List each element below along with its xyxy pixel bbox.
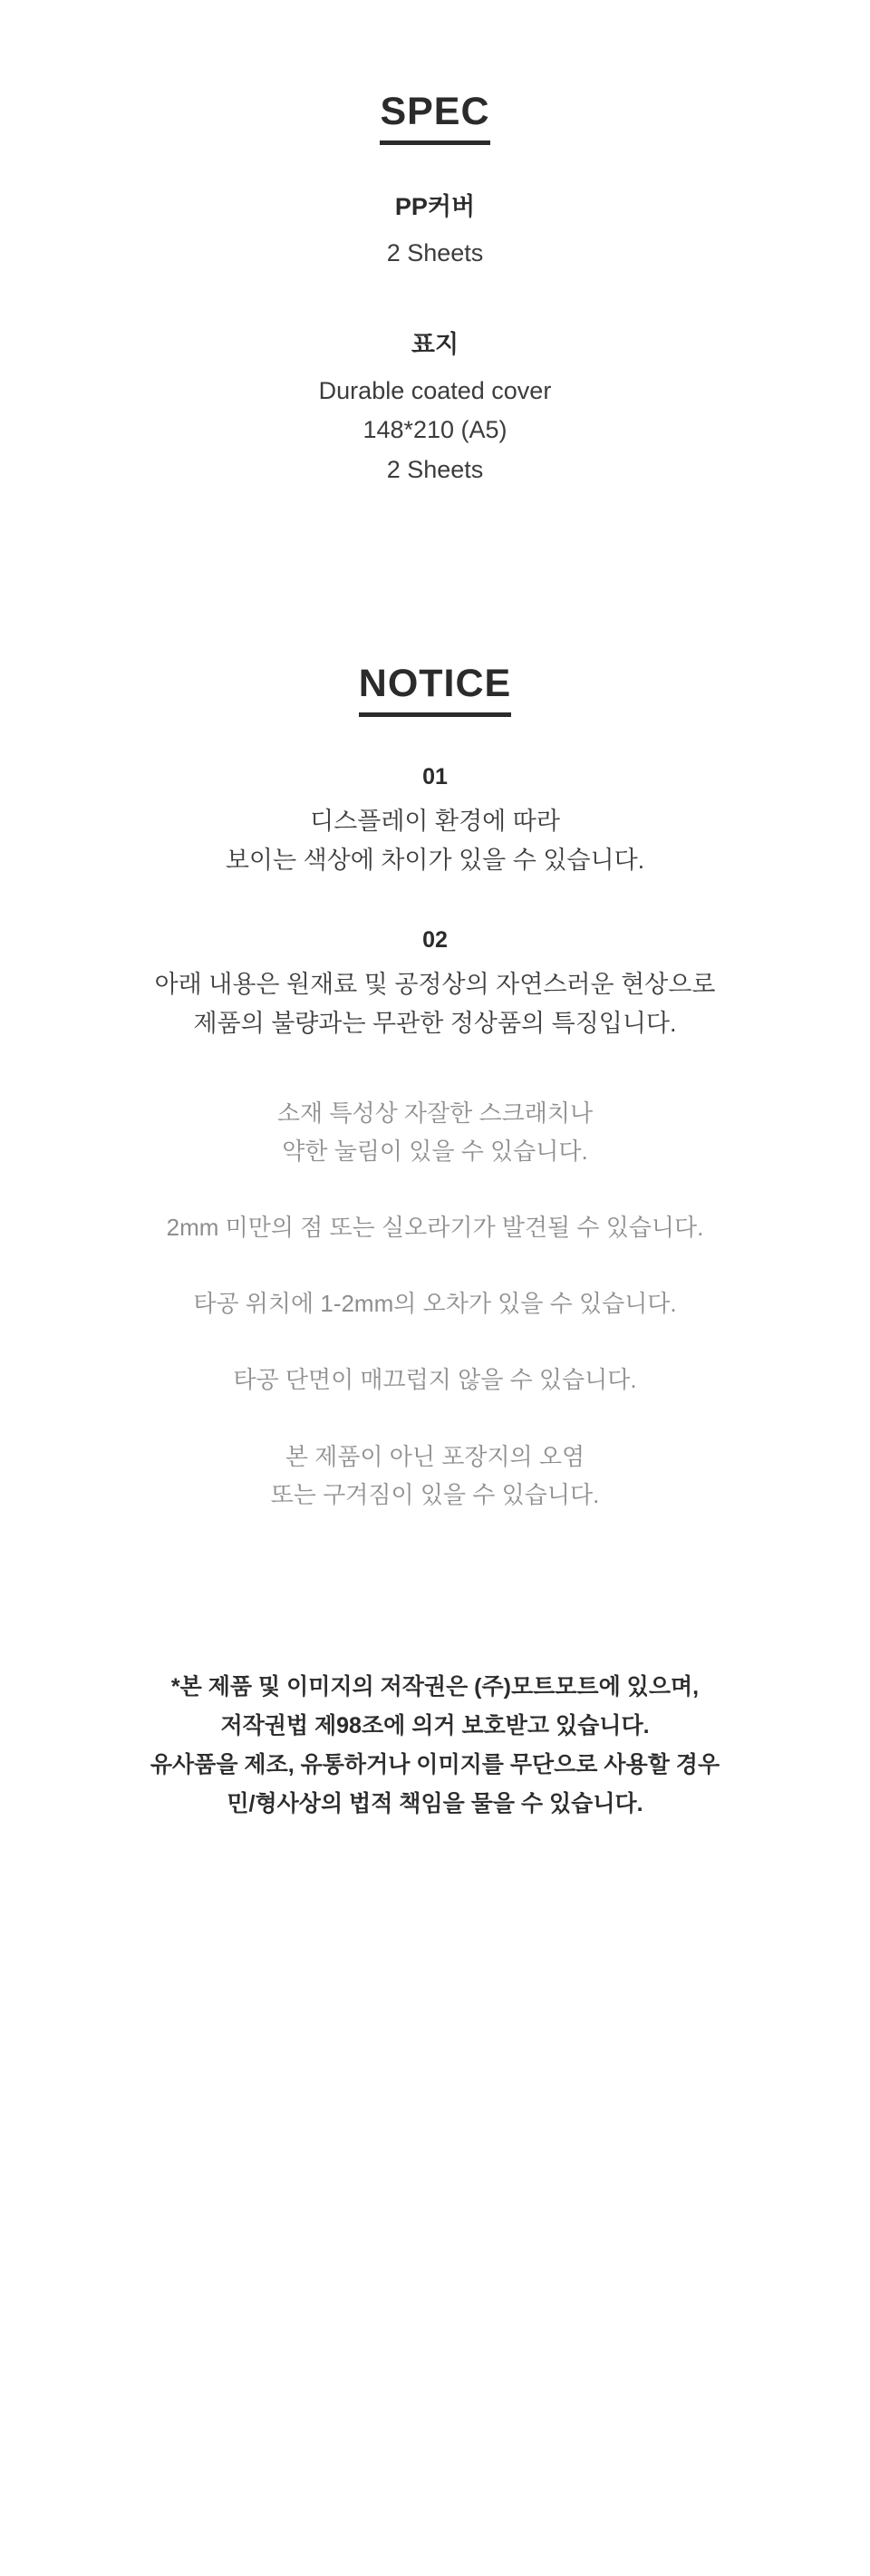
notice-detail-item [0, 1208, 870, 1246]
spec-value: 2 Sheets [386, 239, 484, 267]
notice-heading: NOTICE [359, 663, 511, 717]
notice-text: 보이는 색상에 차이가 있을 수 있습니다. [225, 846, 645, 874]
spec-heading: SPEC [380, 91, 489, 145]
copyright-text: 민/형사상의 법적 책임을 물을 수 있습니다. [227, 1790, 643, 1816]
notice-number: 02 [422, 927, 448, 954]
spec-section [0, 0, 870, 490]
notice-detail-text: 타공 위치에 1-2mm의 오차가 있을 수 있습니다. [193, 1290, 677, 1318]
spec-label: PP커버 [394, 193, 476, 221]
notice-detail-text: 본 제품이 아닌 포장지의 오염 [285, 1442, 585, 1470]
notice-text: 디스플레이 환경에 따라 [310, 807, 560, 835]
notice-detail-text: 약한 눌림이 있을 수 있습니다. [282, 1138, 588, 1166]
copyright-text: *본 제품 및 이미지의 저작권은 (주)모트모트에 있으며, [170, 1673, 700, 1700]
spec-group-cover [0, 326, 870, 490]
notice-text: 제품의 불량과는 무관한 정상품의 특징입니다. [193, 1009, 677, 1037]
notice-detail-text: 또는 구겨짐이 있을 수 있습니다. [270, 1480, 600, 1508]
notice-detail-item [0, 1284, 870, 1322]
notice-detail-text: 소재 특성상 자잘한 스크래치나 [276, 1099, 594, 1127]
notice-text: 아래 내용은 원재료 및 공정상의 자연스러운 현상으로 [154, 970, 716, 998]
copyright-notice [0, 1668, 870, 1932]
notice-item-02 [0, 924, 870, 1043]
spec-value: 2 Sheets [386, 456, 484, 484]
notice-section [0, 490, 870, 1514]
notice-detail-text: 2mm 미만의 점 또는 실오라기가 발견될 수 있습니다. [166, 1214, 704, 1242]
notice-item-01 [0, 760, 870, 880]
spec-value: Durable coated cover [318, 376, 552, 404]
notice-detail-text: 타공 단면이 매끄럽지 않을 수 있습니다. [233, 1366, 637, 1394]
copyright-text: 유사품을 제조, 유통하거나 이미지를 무단으로 사용할 경우 [150, 1751, 720, 1777]
spec-value: 148*210 (A5) [362, 416, 508, 444]
notice-detail-item [0, 1094, 870, 1170]
spec-group-pp-cover [0, 189, 870, 274]
copyright-text: 저작권법 제98조에 의거 보호받고 있습니다. [220, 1712, 650, 1738]
notice-detail-item [0, 1438, 870, 1514]
notice-number: 01 [422, 764, 448, 790]
notice-detail-item [0, 1361, 870, 1399]
spec-label: 표지 [411, 330, 459, 358]
notice-details [0, 1094, 870, 1514]
